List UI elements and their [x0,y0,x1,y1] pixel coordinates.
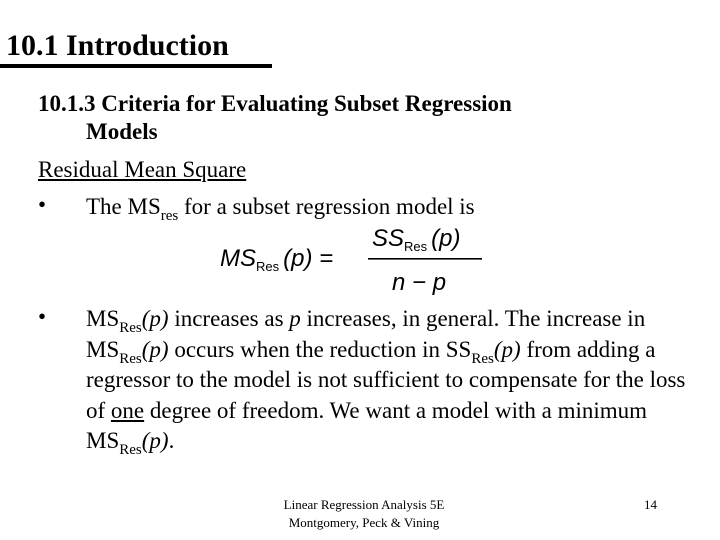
bullet-icon: • [38,304,47,329]
subheading-residual-mean-square: Residual Mean Square [38,157,247,182]
bullet-text: $MS_{Res}(p)$ increases as p increases, in general. The increase in $MS_{Res}(p)$ occurs when the reduction in $SS_{Res}(p)$ from adding a regressor to the model is not sufficient to compensate for the loss of one degree of freedom. We want a model with a minimum $MS_{Res}(p)$. [86,306,686,458]
formula-lhs-ms: MS [220,245,256,272]
title-underline [0,64,272,68]
slide-title: 10.1 Introduction [6,29,229,62]
footer-line1: Linear Regression Analysis 5E [283,497,445,512]
formula-num-arg: (p) [431,225,461,252]
bullet-text: The $MS_{res}$ for a subset regression model is [86,194,475,224]
svg-text:SSRes(p) [372,225,460,254]
emphasis-one: one [110,397,145,423]
formula-lhs-arg: (p) = [283,245,334,272]
formula-num-sub: Res [404,239,428,254]
ms-res-formula [212,218,492,302]
formula-denominator: n − p [392,269,447,296]
svg-text:MSRes(p) = [220,245,333,274]
footer-source [254,496,474,532]
footer-line2: Montgomery, Peck & Vining [288,515,440,530]
bullet-icon: • [38,192,47,217]
page-number: 14 [644,497,657,512]
section-heading-line2: Models [86,119,158,144]
section-heading-line1: 10.1.3 Criteria for Evaluating Subset Regression [38,91,512,116]
formula-num-ss: SS [372,225,405,252]
formula-fraction-bar [368,258,482,260]
section-heading [38,90,678,146]
formula-lhs-sub: Res [256,259,280,274]
